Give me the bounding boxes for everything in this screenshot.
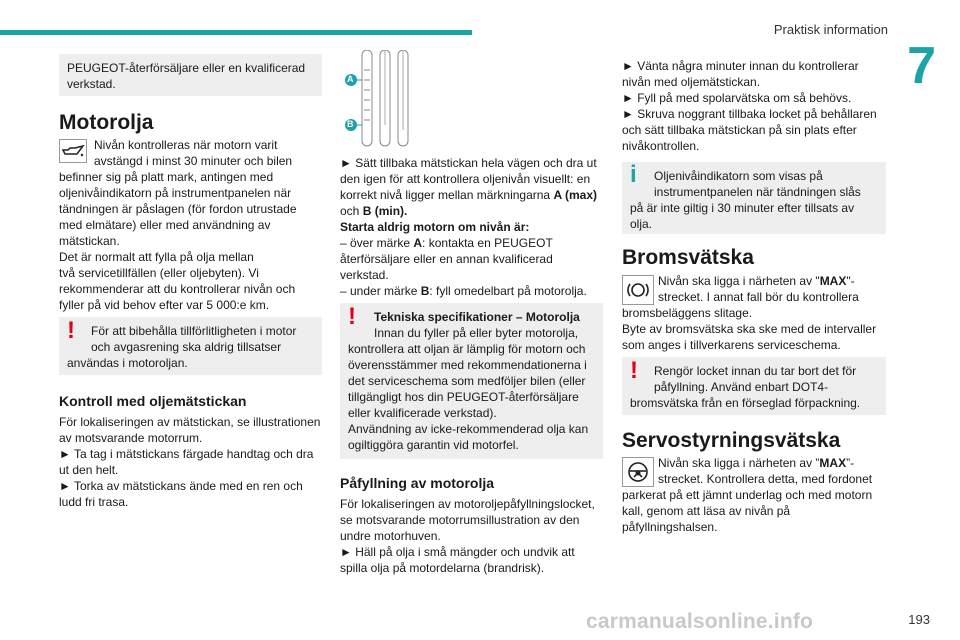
warning-icon: ! bbox=[348, 303, 356, 330]
line: rekommenderar att du kontrollerar nivån och bbox=[59, 282, 296, 296]
line: eller kvalificerade verkstad). bbox=[348, 406, 497, 420]
line: tillgängligt hos din PEUGEOT-återförsäljare bbox=[348, 390, 579, 404]
col3-top-text bbox=[622, 58, 888, 154]
brake-text bbox=[622, 273, 888, 353]
line: ► Torka av mätstickans ände med en ren och bbox=[59, 479, 303, 493]
never-start bbox=[340, 219, 608, 235]
line: överensstämmer med rekommendationerna i bbox=[348, 358, 587, 372]
text: ”- bbox=[846, 456, 855, 470]
line: Oljenivåindikatorn som visas på bbox=[654, 169, 823, 183]
line bbox=[622, 455, 888, 471]
line: För lokaliseringen av mätstickan, se illustrationen bbox=[59, 415, 321, 429]
max-text: MAX bbox=[819, 274, 847, 288]
text: och bbox=[340, 204, 360, 218]
fill-text bbox=[340, 496, 608, 576]
text: – över märke bbox=[340, 236, 411, 250]
line: användas i motoroljan. bbox=[67, 356, 188, 370]
line: och avgasrening ska aldrig tillsatser bbox=[91, 340, 282, 354]
kontroll-heading: Kontroll med oljemätstickan bbox=[59, 393, 247, 409]
info-icon: i bbox=[630, 161, 637, 188]
warning-icon: ! bbox=[67, 317, 75, 344]
line: ► Häll på olja i små mängder och undvik att bbox=[340, 545, 575, 559]
note-box bbox=[59, 54, 322, 96]
label-b: B bbox=[347, 119, 354, 129]
min-mark: B (min). bbox=[362, 204, 408, 218]
spec-title: Tekniska specifikationer – Motorolja bbox=[374, 310, 580, 324]
line: ut den helt. bbox=[59, 463, 119, 477]
servo-text bbox=[622, 455, 888, 535]
line bbox=[340, 187, 608, 203]
text: Starta aldrig motorn om nivån är: bbox=[340, 220, 530, 234]
line: kall, genom att läsa av nivån på bbox=[622, 504, 791, 518]
line: parkerat på ett jämnt underlag och med motorn bbox=[622, 488, 873, 502]
line: verkstad. bbox=[340, 268, 389, 282]
line: fyller på vid behov efter var 5 000:e km. bbox=[59, 298, 270, 312]
watermark: carmanualsonline.info bbox=[586, 610, 814, 633]
chapter-number: 7 bbox=[907, 37, 936, 95]
line: instrumentpanelen när tändningen slås bbox=[654, 185, 861, 199]
warning-icon: ! bbox=[630, 357, 638, 384]
line: kontrollera att oljan är lämplig för motorn och bbox=[348, 342, 586, 356]
line: Användning av icke-rekommenderad olja kan bbox=[348, 422, 589, 436]
line: tändningen är påslagen (för fordon utrustade bbox=[59, 202, 297, 216]
line: ► Fyll på med spolarvätska om så behövs. bbox=[622, 91, 852, 105]
line: spilla olja på motordelarna (brandrisk). bbox=[340, 561, 545, 575]
info-box-oil-indicator bbox=[622, 162, 886, 234]
line: återförsäljare eller en annan kvalificerad bbox=[340, 252, 553, 266]
line: ► Sätt tillbaka mätstickan hela vägen och dra ut bbox=[340, 156, 597, 170]
dipstick-text bbox=[340, 155, 608, 299]
letter: A bbox=[413, 236, 423, 250]
line: se motsvarande motorrumsillustration av den bbox=[340, 513, 580, 527]
line: strecket. I annat fall bör du kontrollera bbox=[658, 290, 859, 304]
line bbox=[622, 273, 888, 289]
line: Det är normalt att fylla på olja mellan bbox=[59, 250, 254, 264]
header-accent-bar bbox=[0, 30, 472, 35]
line: på är inte giltig i 30 minuter efter tillsats av bbox=[630, 201, 855, 215]
text: "- bbox=[846, 274, 855, 288]
line: ► Vänta några minuter innan du kontrollerar bbox=[622, 59, 859, 73]
line: nivåkontrollen. bbox=[622, 139, 700, 153]
line: av motsvarande motorrum. bbox=[59, 431, 203, 445]
line: Innan du fyller på eller byter motorolja, bbox=[374, 326, 579, 340]
note-text: PEUGEOT-återförsäljare eller en kvalificerad verkstad. bbox=[67, 61, 306, 91]
line: För lokaliseringen av motoroljepåfyllningslocket, bbox=[340, 497, 595, 511]
motorolja-heading: Motorolja bbox=[59, 111, 154, 134]
line: påfyllning. Använd enbart DOT4- bbox=[654, 380, 829, 394]
line bbox=[340, 283, 608, 299]
max-mark: A (max) bbox=[553, 188, 598, 202]
text: Nivån ska ligga i närheten av " bbox=[658, 274, 820, 288]
line bbox=[340, 203, 608, 219]
line: befinner sig på platt mark, antingen med bbox=[59, 170, 274, 184]
line: med elmätare) eller med användning av bbox=[59, 218, 271, 232]
brake-heading: Bromsvätska bbox=[622, 246, 754, 269]
line: avstängd i minst 30 minuter och bilen bbox=[94, 154, 293, 168]
line: Nivån kontrolleras när motorn varit bbox=[94, 138, 278, 152]
line: bromsvätska från en förseglad förpackning. bbox=[630, 396, 861, 410]
line: påfyllningshalsen. bbox=[622, 520, 718, 534]
text: : kontakta en PEUGEOT bbox=[422, 236, 553, 250]
line: ogiltiggöra garantin vid motorfel. bbox=[348, 438, 519, 452]
line: strecket. Kontrollera detta, med fordonet bbox=[658, 472, 873, 486]
line: ► Ta tag i mätstickans färgade handtag och dra bbox=[59, 447, 314, 461]
servo-heading: Servostyrningsvätska bbox=[622, 429, 841, 452]
line bbox=[340, 235, 608, 251]
dipstick-illustration bbox=[340, 50, 440, 150]
header-title: Praktisk information bbox=[773, 22, 888, 37]
line: ► Skruva noggrant tillbaka locket på behållaren bbox=[622, 107, 877, 121]
line: Byte av bromsvätska ska ske med de intervaller bbox=[622, 322, 877, 336]
text: : fyll omedelbart på motorolja. bbox=[429, 284, 587, 298]
line: den igen för att kontrollera oljenivån visuellt: en bbox=[340, 172, 591, 186]
line: bromsbeläggens slitage. bbox=[622, 306, 753, 320]
warning-box-additives bbox=[59, 317, 322, 375]
line: Rengör locket innan du tar bort det för bbox=[654, 364, 857, 378]
motorolja-text bbox=[59, 137, 324, 313]
text: Nivån ska ligga i närheten av ” bbox=[658, 456, 820, 470]
line: och sätt tillbaka mätstickan på sin plats efter bbox=[622, 123, 857, 137]
warning-box-brake bbox=[622, 357, 886, 415]
line: olja. bbox=[630, 217, 653, 231]
line: som anges i tillverkarens serviceschema. bbox=[622, 338, 841, 352]
line: undre motorhuven. bbox=[340, 529, 441, 543]
line: nivån med oljemätstickan. bbox=[622, 75, 761, 89]
label-a: A bbox=[347, 74, 354, 84]
warning-box-specs bbox=[340, 303, 603, 459]
text: – under märke bbox=[340, 284, 418, 298]
max-text: MAX bbox=[819, 456, 847, 470]
line: ludd fri trasa. bbox=[59, 495, 129, 509]
letter: B bbox=[420, 284, 430, 298]
line: det serviceschema som medföljer bilen (eller bbox=[348, 374, 586, 388]
fill-heading: Påfyllning av motorolja bbox=[340, 475, 495, 491]
line: mätstickan. bbox=[59, 234, 120, 248]
line: oljenivåindikatorn på instrumentpanelen när bbox=[59, 186, 292, 200]
line: två servicetillfällen (eller oljebyten). Vi bbox=[59, 266, 259, 280]
line: För att bibehålla tillförlitligheten i motor bbox=[91, 324, 297, 338]
kontroll-text bbox=[59, 414, 325, 510]
page-number: 193 bbox=[908, 612, 930, 627]
text: korrekt nivå ligger mellan märkningarna bbox=[340, 188, 551, 202]
